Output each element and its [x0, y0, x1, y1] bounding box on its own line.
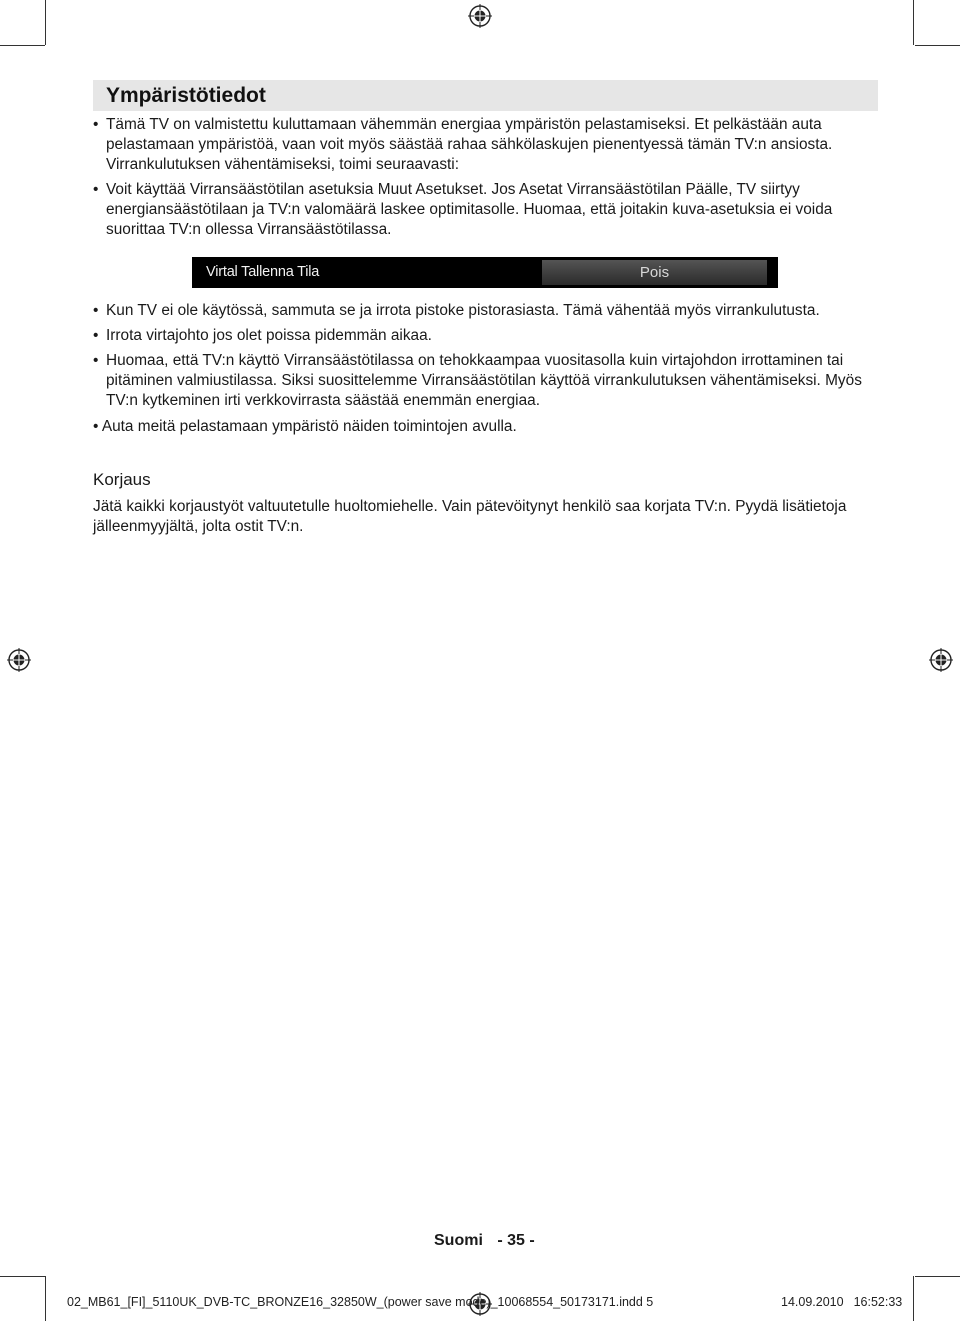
crop-mark — [913, 0, 914, 45]
closing-item: • Auta meitä pelastamaan ympäristö näiden toimintojen avulla. — [93, 418, 517, 435]
crop-mark — [0, 1276, 45, 1277]
registration-mark-icon — [929, 648, 953, 672]
footer-file-name: 02_MB61_[FI]_5110UK_DVB-TC_BRONZE16_32850W_(power save mode)_10068554_50173171.indd 5 — [67, 1295, 654, 1309]
menu-row-label: Virtal Tallenna Tila — [206, 264, 320, 280]
bullet-icon: • — [93, 116, 99, 133]
repair-text: Jätä kaikki korjaustyöt valtuutetulle huoltomiehelle. Vain pätevöitynyt henkilö saa korjata TV:n. Pyydä lisätietoja jälleenmyyjältä, jolta ostit TV:n. — [93, 498, 847, 535]
list-item — [93, 301, 883, 321]
section-heading: Ympäristötiedot — [106, 84, 266, 107]
registration-mark-icon — [468, 4, 492, 28]
repair-heading: Korjaus — [93, 470, 151, 489]
section-heading-bar — [93, 80, 878, 111]
crop-mark — [913, 1276, 914, 1321]
list-item — [93, 180, 883, 240]
bullet-icon: • — [93, 352, 99, 369]
footer-timestamp — [781, 1295, 902, 1309]
tip-text: Huomaa, että TV:n käyttö Virransäästötilassa on tehokkaampaa vuositasolla kuin virtajohdon irrottaminen tai pitäminen valmiustilassa. Siksi suosittelemme Virransäästötilan käyttöä virrankulutuksen vähentämiseksi. Myös TV:n kytkeminen irti verkkovirrasta säästää enemmän energiaa. — [106, 352, 862, 409]
registration-mark-icon — [7, 648, 31, 672]
bullet-icon: • — [93, 302, 99, 319]
intro-text: Tämä TV on valmistettu kuluttamaan vähemmän energiaa ympäristön pelastamiseksi. Et pelkästään auta pelastamaan ympäristöä, vaan voit myös säästää rahaa sähkölaskujen pienentyessä tämän TV:n ansiosta. Virrankulutuksen vähentämiseksi, toimi seuraavasti: — [106, 116, 833, 173]
list-item — [93, 115, 883, 175]
list-item — [93, 326, 883, 346]
power-save-text: Voit käyttää Virransäästötilan asetuksia Muut Asetukset. Jos Asetat Virransäästötilan Päälle, TV siirtyy energiansäästötilaan ja TV:n valomäärä laskee optimitasolle. Huomaa, että joitakin kuva-asetuksia ei voida suorittaa TV:n ollessa Virransäästötilassa. — [106, 181, 833, 238]
crop-mark — [915, 1276, 960, 1277]
tip-text: Irrota virtajohto jos olet poissa pidemmän aikaa. — [106, 327, 432, 344]
bullet-icon: • — [93, 327, 99, 344]
list-item — [93, 351, 883, 411]
crop-mark — [45, 1276, 46, 1321]
bullet-icon: • — [93, 181, 99, 198]
crop-mark — [915, 45, 960, 46]
menu-row-value: Pois — [639, 264, 670, 281]
footer-time: 16:52:33 — [853, 1295, 903, 1309]
page-number-value: - 35 - — [497, 1232, 535, 1249]
tip-text: Kun TV ei ole käytössä, sammuta se ja irrota pistoke pistorasiasta. Tämä vähentää myös virrankulutusta. — [106, 302, 820, 319]
crop-mark — [0, 45, 45, 46]
page-language: Suomi — [434, 1232, 483, 1249]
menu-row-value-box — [542, 260, 767, 285]
crop-mark — [45, 0, 46, 45]
power-save-menu-row — [192, 257, 778, 288]
intro-list — [93, 115, 883, 245]
tips-list — [93, 301, 883, 442]
page-number — [434, 1232, 535, 1250]
footer-date: 14.09.2010 — [781, 1295, 844, 1309]
